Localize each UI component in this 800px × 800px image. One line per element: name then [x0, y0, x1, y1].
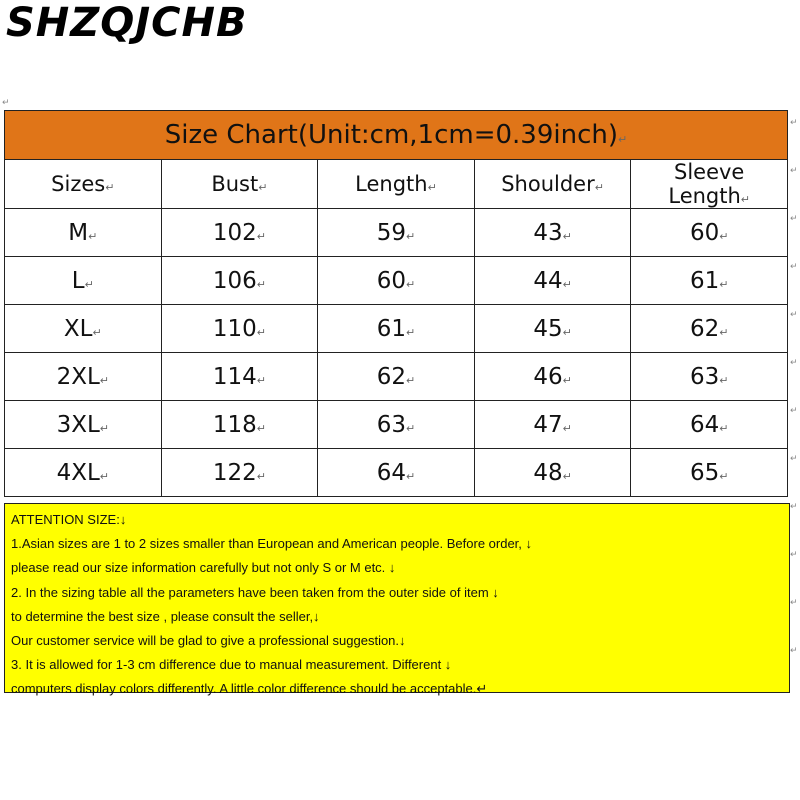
cell-value: 43 [533, 219, 563, 246]
cell-value: 60 [376, 267, 407, 294]
cell-value: 61 [376, 315, 407, 342]
return-mark-icon: ↵ [256, 421, 266, 435]
cell-value: 114 [212, 363, 257, 390]
return-mark-icon: ↵ [99, 373, 110, 387]
header-label: Sizes [51, 172, 106, 196]
cell-value: 47 [533, 411, 563, 438]
cell-value: 60 [689, 219, 720, 246]
size-label-cell [5, 353, 162, 401]
return-mark-icon: ↵ [406, 229, 416, 243]
table-row [5, 401, 788, 449]
cell-value: 61 [689, 267, 720, 294]
cell-value: 102 [212, 219, 257, 246]
return-mark-icon: ↵ [92, 325, 102, 339]
measurement-cell [161, 401, 318, 449]
measurement-cell [318, 305, 475, 353]
measurement-cell [474, 209, 631, 257]
measurement-cell [631, 305, 788, 353]
measurement-cell [318, 209, 475, 257]
size-label-cell [5, 209, 162, 257]
cell-value: 65 [689, 459, 720, 486]
measurement-cell [318, 257, 475, 305]
size-chart-title [5, 111, 788, 160]
cell-value: 122 [212, 459, 257, 486]
measurement-cell [631, 449, 788, 497]
notes-line: ATTENTION SIZE:↓ [11, 512, 127, 527]
return-mark-icon: ↵ [406, 421, 416, 435]
return-mark-icon: ↵ [719, 229, 729, 243]
return-mark-icon: ↵ [562, 325, 572, 339]
return-mark-icon: ↵ [256, 325, 266, 339]
measurement-cell [631, 401, 788, 449]
return-mark-icon: ↵ [790, 406, 798, 416]
measurement-cell [631, 257, 788, 305]
table-row [5, 209, 788, 257]
notes-line: 1.Asian sizes are 1 to 2 sizes smaller than European and American people. Before order, ↓ [11, 536, 533, 552]
cell-value: 3XL [56, 411, 100, 438]
return-mark-icon: ↵ [719, 469, 729, 483]
measurement-cell [161, 257, 318, 305]
table-row [5, 353, 788, 401]
table-row [5, 305, 788, 353]
measurement-cell [318, 353, 475, 401]
notes-line: to determine the best size , please consult the seller,↓ [11, 608, 320, 624]
return-mark-icon: ↵ [99, 469, 110, 483]
header-cell [631, 160, 788, 209]
return-mark-icon: ↵ [562, 373, 572, 387]
return-mark-icon: ↵ [790, 310, 798, 320]
return-mark-icon: ↵ [719, 373, 729, 387]
measurement-cell [161, 353, 318, 401]
cell-value: 2XL [56, 363, 100, 390]
measurement-cell [474, 449, 631, 497]
cell-value: 44 [533, 267, 563, 294]
notes-line: 3. It is allowed for 1-3 cm difference due to manual measurement. Different ↓ [11, 657, 452, 673]
measurement-cell [474, 305, 631, 353]
cell-value: 63 [689, 363, 720, 390]
cell-value: 64 [689, 411, 720, 438]
measurement-cell [161, 449, 318, 497]
return-mark-icon: ↵ [562, 277, 572, 291]
notes-line: please read our size information carefully but not only S or M etc. ↓ [11, 560, 396, 576]
size-chart-title-text: Size Chart(Unit:cm,1cm=0.39inch) [164, 120, 619, 150]
cell-value: XL [63, 315, 93, 342]
return-mark-icon: ↵ [258, 181, 268, 194]
size-label-cell [5, 401, 162, 449]
return-mark-icon: ↵ [99, 421, 110, 435]
cell-value: 48 [533, 459, 563, 486]
return-mark-icon: ↵ [406, 373, 416, 387]
brand-logo: SHZQJCHB [6, 0, 248, 46]
measurement-cell [161, 209, 318, 257]
return-mark-icon: ↵ [790, 454, 798, 464]
return-mark-icon: ↵ [719, 277, 729, 291]
return-mark-icon: ↵ [256, 373, 266, 387]
return-mark-icon: ↵ [790, 118, 798, 128]
cell-value: 62 [376, 363, 407, 390]
table-row [5, 257, 788, 305]
measurement-cell [318, 449, 475, 497]
cell-value: 46 [533, 363, 563, 390]
return-mark-icon: ↵ [594, 181, 604, 194]
cell-value: 45 [533, 315, 563, 342]
return-mark-icon: ↵ [740, 193, 751, 206]
cell-value: L [71, 267, 85, 294]
return-mark-icon: ↵ [256, 277, 266, 291]
return-mark-icon: ↵ [406, 277, 416, 291]
size-label-cell [5, 257, 162, 305]
measurement-cell [318, 401, 475, 449]
return-mark-icon: ↵ [105, 181, 115, 194]
measurement-cell [474, 353, 631, 401]
cell-value: 62 [689, 315, 720, 342]
cell-value: M [68, 219, 89, 246]
return-mark-icon: ↵ [406, 325, 416, 339]
return-mark-icon: ↵ [84, 277, 94, 291]
return-mark-icon: ↵ [790, 214, 798, 224]
return-mark-icon: ↵ [618, 133, 628, 146]
return-mark-icon: ↵ [790, 598, 798, 608]
attention-notes-box [4, 503, 790, 697]
return-mark-icon: ↵ [790, 262, 798, 272]
cell-value: 63 [376, 411, 407, 438]
return-mark-icon: ↵ [719, 325, 729, 339]
return-mark-icon: ↵ [790, 646, 798, 656]
return-mark-icon: ↵ [406, 469, 416, 483]
size-label-cell [5, 305, 162, 353]
size-chart-table [4, 110, 788, 497]
header-cell [5, 160, 162, 209]
header-cell [318, 160, 475, 209]
table-row [5, 449, 788, 497]
return-mark-icon: ↵ [790, 358, 798, 368]
measurement-cell [474, 257, 631, 305]
header-cell [161, 160, 318, 209]
cell-value: 118 [212, 411, 257, 438]
cell-value: 59 [376, 219, 407, 246]
header-label: Bust [211, 172, 259, 196]
measurement-cell [631, 209, 788, 257]
return-mark-icon: ↵ [427, 181, 437, 194]
return-mark-icon: ↵ [562, 229, 572, 243]
return-mark-icon: ↵ [562, 421, 572, 435]
size-label-cell [5, 449, 162, 497]
cell-value: 4XL [56, 459, 100, 486]
notes-line: computers display colors differently. A little color difference should be acceptable.↵ [11, 681, 488, 697]
header-label: Shoulder [501, 172, 595, 196]
measurement-cell [631, 353, 788, 401]
cell-value: 64 [376, 459, 407, 486]
return-mark-icon: ↵ [256, 469, 266, 483]
measurement-cell [161, 305, 318, 353]
return-mark-icon: ↵ [562, 469, 572, 483]
return-mark-icon: ↵ [790, 502, 798, 512]
cell-value: 110 [212, 315, 257, 342]
header-label: Length [355, 172, 428, 196]
header-label: Sleeve Length [668, 160, 745, 208]
header-row [5, 160, 788, 209]
cell-value: 106 [212, 267, 257, 294]
return-mark-icon: ↵ [790, 550, 798, 560]
return-mark-icon: ↵ [88, 229, 98, 243]
measurement-cell [474, 401, 631, 449]
notes-line: 2. In the sizing table all the parameters have been taken from the outer side of item ↓ [11, 584, 499, 600]
return-mark-icon: ↵ [2, 98, 10, 108]
return-mark-icon: ↵ [256, 229, 266, 243]
return-mark-icon: ↵ [790, 166, 798, 176]
header-cell [474, 160, 631, 209]
return-mark-icon: ↵ [719, 421, 729, 435]
notes-line: Our customer service will be glad to give a professional suggestion.↓ [11, 633, 406, 649]
